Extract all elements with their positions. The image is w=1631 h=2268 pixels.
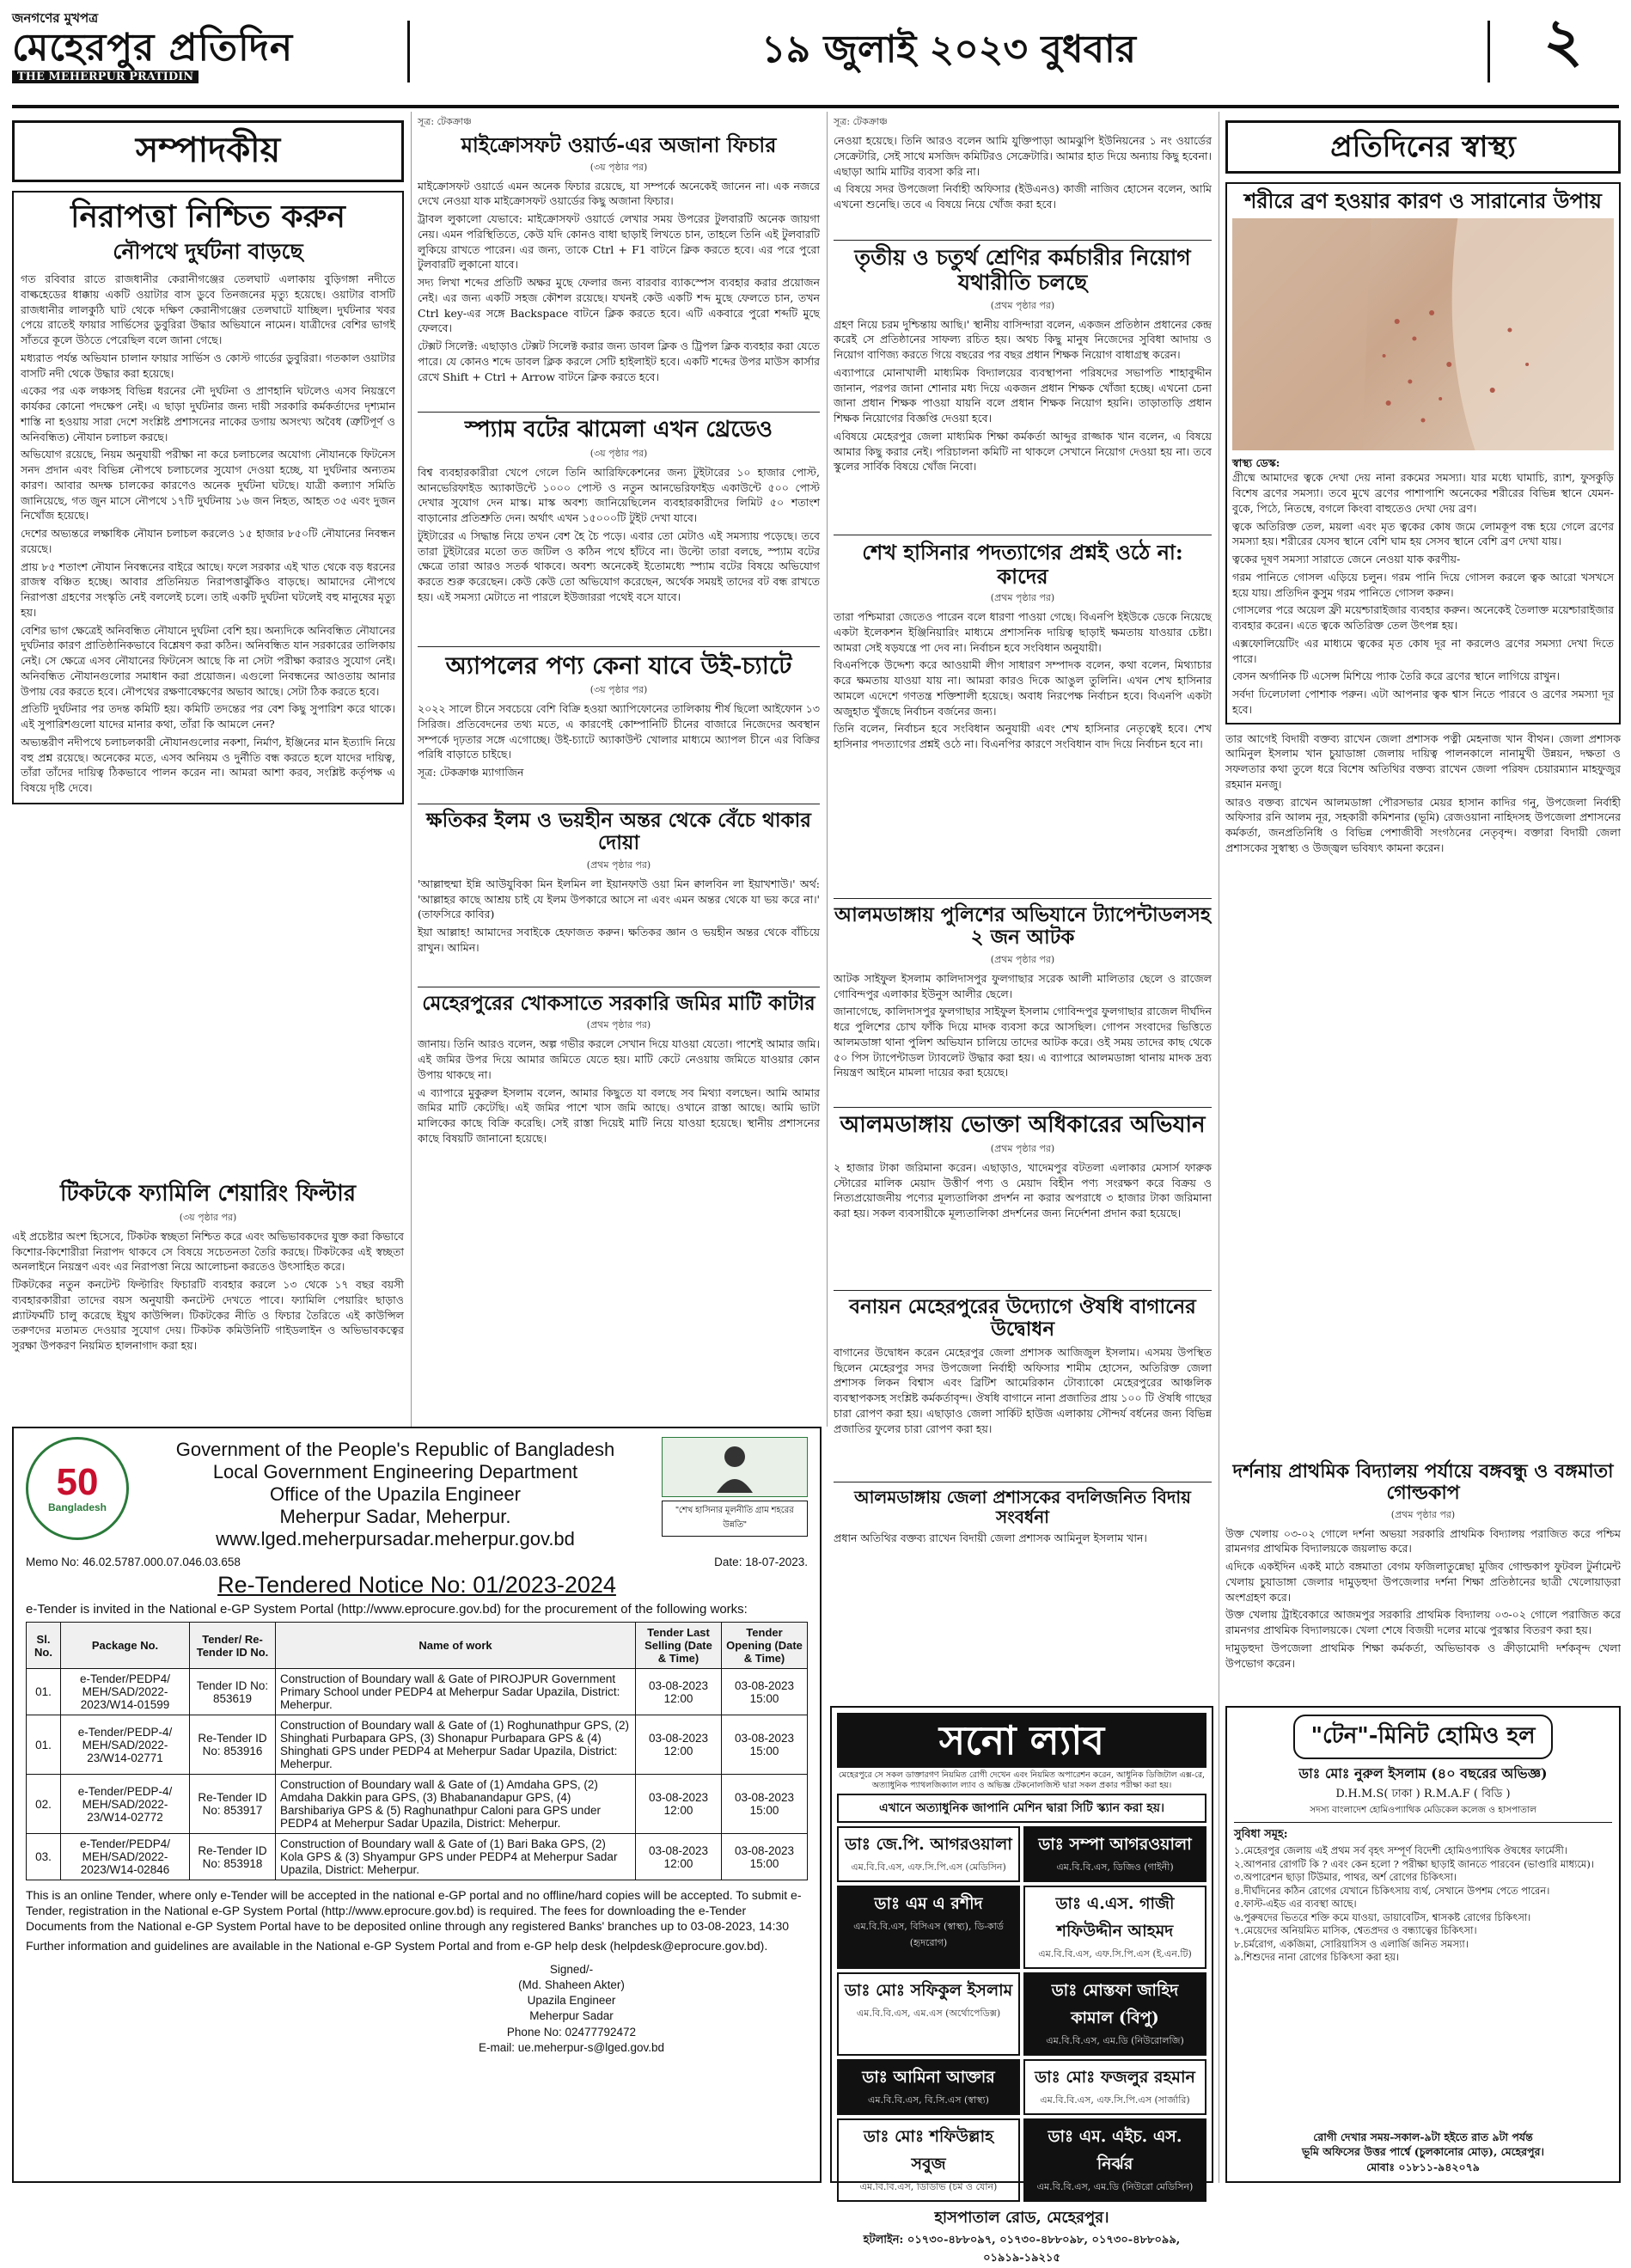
paragraph: এই প্রচেষ্টার অংশ হিসেবে, টিকটক স্বচ্ছতা নিশ্চিত করে এবং অভিভাবকদের যুক্ত করা কিভাবে কিশোর-কিশোরীরা নিরাপদ থাকবে সে বিষয়ে সচেতনতা তৈরি করছে। টিকটকের এই স্বচ্ছতা অনলাইনে নিয়ন্ত্রণ এবং এর নিরাপত্তা নিয়ে আলোচনা করতেও উৎসাহিত করে। bbox=[12, 1229, 404, 1274]
th-id: Tender/ Re-Tender ID No. bbox=[190, 1623, 276, 1669]
farewell-article bbox=[834, 1488, 1212, 1548]
football-headline: দর্শনায় প্রাথমিক বিদ্যালয় পর্যায়ে বঙ্গবন্ধু ও বঙ্গমাতা গোল্ডকাপ bbox=[1232, 1460, 1614, 1505]
doctor-card bbox=[837, 1886, 1020, 1969]
list-item: ৪.দীর্ঘদিনের কঠিন রোগের যেখানে চিকিৎসায় ব্যর্থ, সেখানে উপশম পেতে পারেন। bbox=[1234, 1884, 1550, 1897]
paragraph: ইয়া আল্লাহ! আমাদের সবাইকে হেফাজত করুন। ক্ষতিকর জ্ঞান ও ভয়হীন অন্তর থেকে বাঁচিয়ে রাখুন। আমিন। bbox=[418, 926, 820, 954]
doctor-degree: এম.বি.বি.এস, এফ.সি.পি.এস (সার্জারি) bbox=[1040, 2094, 1190, 2106]
police-body bbox=[834, 971, 1212, 1080]
consumer-headline: আলমডাঙ্গায় ভোক্তা অধিকারের অভিযান bbox=[840, 1112, 1206, 1138]
paragraph: তার আগেই বিদায়ী বক্তব্য রাখেন জেলা প্রশাসক পত্নী মেহনাজ খান বীথন। জেলা প্রশাসক আমিনুল ইসলাম খান চুয়াডাঙ্গা জেলায় দায়িত্ব পালনকালে নানামুখী উন্নয়ন, দক্ষতা ও সফলতার কথা তুলে ধরে বিশেষ অতিথির বক্তব্য রাখেন জেলা পরিষদ চেয়ারম্যান মাহফুজুর রহমান মনজু। bbox=[1225, 731, 1621, 791]
police-headline: আলমডাঙ্গায় পুলিশের অভিযানে ট্যাপেন্টাডলসহ ২ জন আটক bbox=[834, 903, 1212, 950]
tender-intro: e-Tender is invited in the National e-GP System Portal (http://www.eprocure.gov.bd) for the procurement of the following works: bbox=[26, 1602, 748, 1617]
microsoft-headline: মাইক্রোসফট ওয়ার্ড-এর অজানা ফিচার bbox=[461, 132, 777, 157]
doctor-card bbox=[837, 2059, 1020, 2115]
bangladesh-50-logo: 50 Bangladesh bbox=[26, 1437, 129, 1540]
doctor-name: ডাঃ সম্পা আগরওয়ালা bbox=[1038, 1834, 1192, 1854]
cell-selling: 03-08-2023 12:00 bbox=[636, 1834, 722, 1880]
doctor-card bbox=[1023, 1972, 1206, 2056]
cell-id: Re-Tender ID No: 853916 bbox=[190, 1715, 276, 1775]
paragraph: ট্রাবল লুকালো যেভাবে: মাইক্রোসফট ওয়ার্ডে লেখার সময় উপরের টুলবারটি অনেক জায়গা নেয়। এমন পরিস্থিতিতে, কেউ যদি কোনও বাধা ছাড়াই লিখতে চান, তাহলে তিনি এই টুলবারটি লুকিয়ে রাখতে পারেন। এর জন্য, তাকে Ctrl + F1 বাটনে ক্লিক করতে হবে। এর পরে পুরো টুলবারটি লুকানো যাবে। bbox=[418, 212, 820, 272]
paragraph: টিকটকের নতুন কনটেন্ট ফিল্টারিং ফিচারটি ব্যবহার করলে ১৩ থেকে ১৭ বছর বয়সী ব্যবহারকারীরা তাদের বয়স অনুযায়ী কনটেন্ট দেখতে পাবে। ফ্যামিলি পেয়ারিং ছাড়াও প্ল্যাটফর্মটি চালু করেছে ইয়ুথ কাউন্সিল। টিকটকের নীতি ও ফিচার তৈরিতে এই কাউন্সিল তরুণদের মতামত দেওয়ার সুযোগ দেয়। টিকটক কমিউনিটি গাইডলাইন ও অভিভাবকত্বের সুরক্ষা উপকরণ নিয়মিত হালনাগাদ করা হয়। bbox=[12, 1278, 404, 1353]
divider bbox=[834, 240, 1212, 241]
tender-title: Re-Tendered Notice No: 01/2023-2024 bbox=[217, 1572, 616, 1598]
farewell-continued bbox=[1225, 731, 1621, 856]
cell-selling: 03-08-2023 12:00 bbox=[636, 1669, 722, 1715]
doctor-card bbox=[837, 2118, 1020, 2202]
paragraph: এক্সফোলিয়েটিং এর মাধ্যমে ত্বকের মৃত কোষ দূর না করলেও ব্রণের সমস্যা দেখা দিতে পারে। bbox=[1232, 636, 1614, 665]
paragraph: বেসন অর্গানিক টি এসেন্স মিশিয়ে প্যাক তৈরি করে ব্রণের স্থানে লাগিয়ে রাখুন। bbox=[1232, 669, 1561, 683]
doctor-name: ডাঃ মোস্তফা জাহিদ কামাল (বিপু) bbox=[1051, 1980, 1179, 2027]
cell-selling: 03-08-2023 12:00 bbox=[636, 1715, 722, 1775]
cell-opening: 03-08-2023 15:00 bbox=[722, 1669, 808, 1715]
homeo-address: ভূমি অফিসের উত্তর পার্শ্বে (চুলকানোর মোড়), মেহেরপুর। bbox=[1302, 2145, 1544, 2158]
cell-id: Re-Tender ID No: 853917 bbox=[190, 1775, 276, 1834]
skin-photo-graphic bbox=[1232, 218, 1614, 450]
paragraph: মাইক্রোসফট ওয়ার্ডে এমন অনেক ফিচার রয়েছে, যা সম্পর্কে অনেকেই জানেন না। এক নজরে দেখে নেওয়া যাক মাইক্রোসফট ওয়ার্ডের কিছু অজানা ফিচার। bbox=[418, 179, 820, 208]
paragraph: ২০২২ সালে চীনে সবচেয়ে বেশি বিক্রি হওয়া অ্যাপিফোনের তালিকায় শীর্ষ ছিলো আইফোন ১৩ সিরিজ। প্রতিবেদনের তথ্য মতে, এ কারণেই কোম্পানিটি চীনের বাজারে নিজেদের অবস্থান সম্পর্কে দৃঢ়তার সঙ্গে এগোচ্ছে। উই-চ্যাটে অ্যাকাউন্ট খোলার মাধ্যমে অ্যাপল চীনে এর বিক্রির পরিধি বাড়াতে চাইছে। bbox=[418, 702, 820, 761]
homeo-features-title: সুবিধা সমূহ: bbox=[1234, 1828, 1288, 1841]
farewell-headline: আলমডাঙ্গায় জেলা প্রশাসকের বদলিজনিত বিদায় সংবর্ধনা bbox=[854, 1487, 1191, 1527]
paragraph: বেশির ভাগ ক্ষেত্রেই অনিবন্ধিত নৌযানে দুর্ঘটনা বেশি হয়। অন্যদিকে অনিবন্ধিত নৌযানের দুর্ঘটনার কারণ প্রাতিষ্ঠানিকভাবে বিশ্লেষণ করা কঠিন। অনিবন্ধিত যান সরকারের তালিকায় নেই। সে ক্ষেত্রে এসব নৌযানের ফিটনেস আছে কি না সেটা পরীক্ষা করারও সুযোগ নেই। অনিবন্ধিত নৌযানগুলোর সমাধান করা প্রয়োজন। এগুলো নিবন্ধনের আওতায় আনার উপায় বের করতে হবে। নৌপথের রক্ষণাবেক্ষণের অভাব আছে। সেটা ঠিক করতে হবে। bbox=[21, 623, 395, 698]
hasina-headline: শেখ হাসিনার পদত্যাগের প্রশ্নই ওঠে না: কাদের bbox=[862, 540, 1183, 589]
table-row bbox=[27, 1775, 808, 1834]
list-item: ৩.অপারেশন ছাড়া টিউমার, পাথর, অর্শ রোগের চিকিৎসা। bbox=[1234, 1871, 1457, 1884]
health-column bbox=[1225, 120, 1621, 1457]
homeo-title-wrap bbox=[1234, 1715, 1612, 1759]
mujib-portrait-icon bbox=[662, 1437, 808, 1497]
homeo-degree: D.H.M.S( ঢাকা ) R.M.A.F ( বিডি ) bbox=[1335, 1788, 1511, 1800]
doctor-card bbox=[837, 1972, 1020, 2056]
editorial-body bbox=[21, 272, 395, 796]
tender-notice bbox=[12, 1427, 822, 2183]
sono-lab-ad bbox=[830, 1706, 1213, 2265]
paragraph: ত্বকের দূষণ সমস্যা সারাতে জেনে নেওয়া যাক করণীয়- bbox=[1232, 553, 1461, 566]
paragraph: 'আল্লাহুম্মা ইন্নি আউযুবিকা মিন ইলমিন লা ইয়ানফাউ ওয়া মিন ক্বালবিন লা ইয়াখশাউ।' অর্থ: 'আল্লাহর কাছে আশ্রয় চাই যে ইলম উপকারে আসে না এবং এমন অন্তর থেকে যা ভয় করে না।' (তাফসিরে কাবির) bbox=[418, 877, 820, 921]
masthead-date: ১৯ জুলাই ২০২৩ বুধবার bbox=[761, 27, 1136, 71]
paragraph: দামুড়হুদা উপজেলা প্রাথমিক শিক্ষা কর্মকর্তা, অভিভাবক ও ক্রীড়ামোদী দর্শকবৃন্দ খেলা উপভোগ করেন। bbox=[1225, 1641, 1621, 1670]
cell-package: e-Tender/PEDP4/ MEH/SAD/2022-2023/W14-02846 bbox=[61, 1834, 190, 1880]
spam-cont-note: (৩য় পৃষ্ঠার পর) bbox=[589, 447, 648, 459]
tiktok-article bbox=[12, 1182, 404, 1418]
doctor-name: ডাঃ এম এ রশীদ bbox=[874, 1893, 983, 1913]
tender-org-line1: Government of the People's Republic of Bangladesh bbox=[175, 1439, 615, 1460]
doctor-degree: এম.বি.বি.এস, ডিডিভি (চর্ম ও যৌন) bbox=[859, 2180, 998, 2192]
paragraph: একের পর এক লঞ্চসহ বিভিন্ন ধরনের নৌ দুর্ঘটনা ও প্রাণহানি ঘটলেও এসব নিয়ন্ত্রণে কার্যকর কোনো পদক্ষেপ নেই। এ ছাড়া দুর্ঘটনার জন্য দায়ী সরকারি কর্মকর্তাদের দৃশ্যমান শাস্তি না হওয়ায় সারা দেশে সংশ্লিষ্ট প্রশাসনের নাকের ডগায় অসংখ্য অবৈধ (ত্রুটিপূর্ণ ও অনিবন্ধিত) নৌযান চলাচল করছে। bbox=[21, 384, 395, 443]
paragraph: ২ হাজার টাকা জরিমানা করেন। এছাড়াও, খাদেমপুর বটতলা এলাকার মেসার্স ফারুক স্টোরের মালিক মেয়াদ উত্তীর্ণ পণ্য ও মেয়াদ বিহীন পণ্য সংরক্ষণ করে বিক্রয় ও নিত্যপ্রয়োজনীয় পণ্যের মূল্যতালিকা প্রদর্শন না করার অপরাধে ৩ হাজার টাকা জরিমানা করা হয়। সকল ব্যবসায়ীকে মূল্যতালিকা প্রদর্শনের জন্য নির্দেশনা প্রদান করা হয়েছে। bbox=[834, 1160, 1212, 1220]
th-package: Package No. bbox=[61, 1623, 190, 1669]
microsoft-source: সূত্র: টেকক্রাঞ্চ bbox=[418, 116, 472, 127]
tender-table bbox=[26, 1622, 808, 1880]
recruitment-article bbox=[834, 246, 1212, 529]
apple-article bbox=[418, 652, 820, 798]
paragraph: সূত্র: টেকক্রাঞ্চ ম্যাগাজিন bbox=[418, 766, 524, 779]
tender-footer-2: Further information and guidelines are available in the National e-GP System Portal and from e-GP help desk (helpdesk@eprocure.gov.bd). bbox=[26, 1938, 768, 1953]
tender-memo: Memo No: 46.02.5787.000.07.046.03.658 bbox=[26, 1556, 241, 1568]
hasina-cont-note: (প্রথম পৃষ্ঠার পর) bbox=[990, 592, 1055, 604]
cell-opening: 03-08-2023 15:00 bbox=[722, 1834, 808, 1880]
recruitment-headline: তৃতীয় ও চতুর্থ শ্রেণির কর্মচারীর নিয়োগ যথারীতি চলছে bbox=[854, 245, 1191, 295]
cell-sl: 02. bbox=[27, 1775, 61, 1834]
sono-lab-intro: মেহেরপুরে সে সকল ডাক্তারগণ নিয়মিত রোগী দেখেন এবং নিয়মিত অপারেশন করেন, আধুনিক ডিজিটাল এক্স-রে, অত্যাধুনিক প্যাথলজিক্যাল ল্যাব ও অভিজ্ঞ টেকনোলজিস্ট দ্বারা সকল প্রকার পরীক্ষা করা হয়। bbox=[838, 1770, 1206, 1790]
masthead-tagline: জনগণের মুখপত্র bbox=[12, 10, 99, 26]
doctor-name: ডাঃ মোঃ শফিউল্লাহ সবুজ bbox=[863, 2126, 994, 2173]
dua-article bbox=[418, 810, 820, 981]
dua-cont-note: (প্রথম পৃষ্ঠার পর) bbox=[586, 859, 651, 871]
paragraph: প্রায় ৮৫ শতাংশ নৌযান নিবন্ধনের বাইরে আছে। ফলে সরকার এই খাত থেকে বড় ধরনের রাজস্ব বঞ্চিত হচ্ছে। আবার প্রতিনিয়ত নিরাপত্তাঝুঁকিও বাড়ছে। আমাদের নৌপথে নিরাপত্তা গ্রহণের সংস্কৃতি নেই বললেই চলে। তাই একটি দুর্ঘটনা ঘটলেই বহু মানুষের মৃত্যু হয়। bbox=[21, 559, 395, 619]
microsoft-body bbox=[418, 179, 820, 385]
doctor-card bbox=[1023, 2059, 1206, 2115]
intro-body bbox=[834, 133, 1212, 212]
list-item: ১.মেহেরপুর জেলায় এই প্রথম সর্ব বৃহৎ সম্পূর্ণ বিদেশী হোমিওপ্যাথিক ঔষধের ফার্মেসী। bbox=[1234, 1844, 1567, 1856]
homeo-phone: মোবাঃ ০১৮১১-৯৪২০৭৯ bbox=[1366, 2160, 1480, 2173]
paragraph: গ্রীষ্মে আমাদের ত্বকে দেখা দেয় নানা রকমের সমস্যা। যার মধ্যে ঘামাচি, র‍্যাশ, ফুসকুড়ি বিশেষ ব্রণের সমস্যা। তবে মুখে ব্রণের পাশাপাশি অনেকের শরীরের বিভিন্ন স্থানে যেমন- বুকে, পিঠে, নিতম্বে, বগলে কিংবা বাহুতেও দেখা দেয় ব্রণ। bbox=[1232, 471, 1614, 515]
doctor-degree: এম.বি.বি.এস, এফ.সি.পি.এস (ই.এন.টি) bbox=[1038, 1947, 1192, 1959]
divider bbox=[418, 412, 820, 413]
divider bbox=[834, 898, 1212, 899]
divider bbox=[834, 1290, 1212, 1291]
paragraph: উক্ত খেলায় ০৩-০২ গোলে দর্শনা অভয়া সরকারি প্রাথমিক বিদ্যালয় পরাজিত করে পশ্চিম রামনগর প্রাথমিক বিদ্যালয়কে জয়লাভ করে। bbox=[1225, 1526, 1621, 1556]
tender-footer-1: This is an online Tender, where only e-Tender will be accepted in the national e-GP portal and no offline/hard copies will be accepted. To submit e-Tender, registration in the National e-GP System Portal (http://www.eprocure.gov.bd) is required. The fees for downloading the e-Tender Documents from the National e-GP System Portal have to be deposited online through any registered Banks' branches up to 03-08-2023, 14:30 bbox=[26, 1888, 802, 1934]
editorial-subheadline: নৌপথে দুর্ঘটনা বাড়ছে bbox=[113, 239, 303, 265]
tender-signature: Signed/- (Md. Shaheen Akter) Upazila Engineer Meherpur Sadar Phone No: 02477792472 E-mail: ue.meherpur-s@lged.gov.bd bbox=[478, 1962, 665, 2054]
column-divider bbox=[827, 112, 828, 1427]
paragraph: আটক সাইফুল ইসলাম কালিদাসপুর ফুলগাছার সরেক আলী মালিতার ছেলে ও রাজেল গোবিন্দপুর এলাকার ইউনুস আলীর ছেলে। bbox=[834, 971, 1212, 1000]
homeo-features bbox=[1234, 1844, 1612, 1965]
cell-package: e-Tender/PEDP4/ MEH/SAD/2022-2023/W14-01599 bbox=[61, 1669, 190, 1715]
police-cont-note: (প্রথম পৃষ্ঠার পর) bbox=[990, 953, 1055, 965]
cell-work: Construction of Boundary wall & Gate of (1) Roghunathpur GPS, (2) Shinghati Purbapara GPS, (3) Shonapur Purbapara GPS & (4) Shinghati GPS under PEDP4 at Meherpur Sadar Upazila, District: Meherpur. bbox=[276, 1715, 636, 1775]
paragraph: জানায়। তিনি আরও বলেন, অল্প গভীর করলে সেখান দিয়ে যাওয়া যেতো। পাশেই আমার জমি। এই জমির উপর দিয়ে আমার জমিতে যেতে হয়। মাটি কেটে নেওয়ায় জমিতে যাওয়ার কোন উপায় থাকছে না। bbox=[418, 1037, 820, 1081]
tender-org-line4: Meherpur Sadar, Meherpur. bbox=[279, 1506, 511, 1527]
garden-article bbox=[834, 1296, 1212, 1476]
paragraph: বাগানের উদ্বোধন করেন মেহেরপুর জেলা প্রশাসক আজিজুল ইসলাম। এসময় উপস্থিত ছিলেন মেহেরপুর সদর উপজেলা নির্বাহী অফিসার শামীম হোসেন, অতিরিক্ত জেলা প্রশাসক লিকন বিশ্বাস এবং ব্রিটিশ আমেরিকান টোব্যাকো মেহেরপুরের আঞ্চলিক ব্যবস্থাপকসহ সংশ্লিষ্ট কর্মকর্তাবৃন্দ। ঔষধি বাগানে নানা প্রজাতির প্রায় ১০০ টি ঔষধি গাছের চারা রোপণ করা হয়। এছাড়াও জেলা সার্কিট হাউজ এলাকায় সৌন্দর্য বর্ধনের জন্য বিভিন্ন প্রজাতির ফুলের চারা রোপণ করা হয়। bbox=[834, 1345, 1212, 1435]
dua-body bbox=[418, 877, 820, 956]
tender-table-body bbox=[27, 1669, 808, 1880]
masthead-title: মেহেরপুর প্রতিদিন THE MEHERPUR PRATIDIN bbox=[12, 26, 294, 83]
sono-lab-banner: এখানে অত্যাধুনিক জাপানি মেশিন দ্বারা সিটি স্ক্যান করা হয়। bbox=[837, 1794, 1206, 1823]
soil-article bbox=[418, 993, 820, 1345]
paragraph: দেশের অভ্যন্তরে লক্ষাধিক নৌযান চলাচল করলেও ১৫ হাজার ৮৫০টি নৌযানের নিবন্ধন রয়েছে। bbox=[21, 527, 395, 555]
sono-lab-address: হাসপাতাল রোড, মেহেরপুর। bbox=[934, 2208, 1109, 2227]
list-item: ৯.শিশুদের নানা রোগের চিকিৎসা করা হয়। bbox=[1234, 1951, 1400, 1964]
tender-memo-row bbox=[26, 1556, 808, 1568]
editorial-column bbox=[12, 120, 404, 1173]
health-lead-label: স্বাস্থ্য ডেস্ক: bbox=[1232, 455, 1280, 469]
table-row bbox=[27, 1669, 808, 1715]
paragraph: এবিষয়ে মেহেরপুর জেলা মাধ্যমিক শিক্ষা কর্মকর্তা আব্দুর রাজ্জাক খান বলেন, এ বিষয়ে আমার কিছু করার নেই। পরিচালনা কমিটি না থাকলে সেখানে নিয়োগ দেওয়া হয় না। তবে স্কুলের সার্বিক বিষয়ে খোঁজ নিবো। bbox=[834, 429, 1212, 474]
tender-org-line3: Office of the Upazila Engineer bbox=[270, 1483, 521, 1505]
doctor-name: ডাঃ আমিনা আক্তার bbox=[862, 2067, 995, 2087]
doctor-card bbox=[837, 1826, 1020, 1882]
paragraph: এদিকে একইদিন একই মাঠে বঙ্গমাতা বেগম ফজিলাতুন্নেছা মুজিব গোল্ডকাপ ফুটবল টুর্নামেন্ট খেলায় চুয়াডাঙ্গা জেলার দামুড়হুদা উপজেলার দর্শনা শিক্ষা প্রতিষ্ঠানের ছাত্রী খেলোয়াড়রা অংশগ্রহণ করে। bbox=[1225, 1560, 1621, 1604]
column-divider bbox=[411, 112, 412, 1427]
apple-body bbox=[418, 701, 820, 780]
paragraph: নেওয়া হয়েছে। তিনি আরও বলেন আমি যুক্তিপাড়া আমঝুপি ইউনিয়নের ১ নং ওয়ার্ডের সেক্রেটারি, সেই সাথে মসজিদ কমিটিরও সেক্রেটারি। আমার হাত দিয়ে অন্যায় কিছু হবেনা। এছাড়া আমি মাটির ব্যবসা করি না। bbox=[834, 134, 1212, 178]
recruitment-body bbox=[834, 317, 1212, 475]
paragraph: টেক্সট সিলেক্ট: এছাড়াও টেক্সট সিলেক্ট করার জন্য ডাবল ক্লিক ও ট্রিপল ক্লিক ব্যবহার করা যেতে পারে। যে কোনও শব্দে ডাবল ক্লিক করলে সেটি হাইলাইট হবে। একটি শব্দের উপর মাউস কার্সার রেখে Shift + Ctrl + Arrow বাটনে ক্লিক করতে হবে। bbox=[418, 339, 820, 383]
doctor-name: ডাঃ মোঃ ফজলুর রহমান bbox=[1035, 2067, 1195, 2087]
doctor-degree: এম.বি.বি.এস, এম.ডি (নিউরো মেডিসিন) bbox=[1036, 2180, 1194, 2192]
homeo-hours: রোগী দেখার সময়-সকাল-৯টা হইতে রাত ৯টা পর্যন্ত bbox=[1313, 2130, 1533, 2143]
paragraph: আরও বক্তব্য রাখেন আলমডাঙ্গা পৌরসভার মেয়র হাসান কাদির গনু, উপজেলা নির্বাহী অফিসার রনি আলম নূর, সহকারী কমিশনার (ভূমি) রেজওয়ানা নাহিদসহ উপজেলা প্রশাসনের কর্মকর্তা, জনপ্রতিনিধি ও বিভিন্ন পেশাজীবী সংগঠনের নেতৃবৃন্দ। বক্তারা বিদায়ী জেলা প্রশাসকের সুস্বাস্থ্য ও উজ্জ্বল ভবিষ্যৎ কামনা করেন। bbox=[1225, 795, 1621, 854]
paragraph: সর্বদা ঢিলেঢালা পোশাক পরুন। এটা আপনার ত্বক শ্বাস নিতে পারবে ও ব্রণের সমস্যা দূর হবে। bbox=[1232, 688, 1614, 716]
cell-sl: 03. bbox=[27, 1834, 61, 1880]
masthead bbox=[12, 4, 1619, 110]
spam-headline: স্প্যাম বটের ঝামেলা এখন থ্রেডেও bbox=[464, 417, 773, 443]
tender-org bbox=[129, 1437, 662, 1550]
consumer-cont-note: (প্রথম পৃষ্ঠার পর) bbox=[990, 1142, 1055, 1154]
doctor-card bbox=[1023, 2118, 1206, 2202]
tender-org-line2: Local Government Engineering Department bbox=[212, 1461, 578, 1482]
tender-date: Date: 18-07-2023. bbox=[714, 1556, 808, 1568]
doctor-degree: এম.বি.বি.এস, এম.এস (অর্থোপেডিক্স) bbox=[856, 2007, 1001, 2019]
table-row bbox=[27, 1834, 808, 1880]
paragraph: এ ব্যাপারে মুকুরুল ইসলাম বলেন, আমার কিছুতে যা বলছে সব মিথ্যা বলছেন। আমি আমার জমির মাটি কেটেছি। এই জমির পাশে খাস জমি আছে। ওখানে রাস্তা আছে। আমি ভাটা মালিকের কাছে বিক্রি করেছি। সেই রাস্তা দিয়েই মাটি নিয়ে যাওয়া হয়েছে। স্থানীয় প্রশাসনের কাছে বিষয়টি জানানো হয়েছে। bbox=[418, 1085, 820, 1145]
cell-package: e-Tender/PEDP-4/ MEH/SAD/2022-23/W14-02772 bbox=[61, 1775, 190, 1834]
mujib-badge-text: "শেখ হাসিনার মূলনীতি গ্রাম শহরের উন্নতি" bbox=[662, 1501, 808, 1537]
health-headline: শরীরে ব্রণ হওয়ার কারণ ও সারানোর উপায় bbox=[1244, 188, 1602, 213]
paragraph: বিশ্ব ব্যবহারকারীরা খেপে গেলে তিনি আরিফিকেশনের জন্য টুইটারের ১০ হাজার পোস্ট, আনভেরিফাইড অ্যাকাউন্টে ১০০০ পোস্ট ও নতুন আনভেরিফাইড একাউন্টে ৫০০ পোস্ট দেখার সুযোগ দেন মাস্ক। মাস্ক অবশ্য জানিয়েছিলেন ব্যবহারকারীদের লিমিট ৫০ শতাংশ বাড়ানোর প্রতিশ্রুতি দেন। অর্থাৎ এখন ১৫০০০টি টুইট দেখা যাবে। bbox=[418, 465, 820, 525]
paragraph: মধ্যরাত পর্যন্ত অভিযান চালান ফায়ার সার্ভিস ও কোস্ট গার্ডের ডুবুরিরা। গতকাল ওয়াটার বাসটি নদী থেকে উদ্ধার করা হয়েছে। bbox=[21, 351, 395, 380]
th-sl: Sl. No. bbox=[27, 1623, 61, 1669]
paragraph: গোসলের পরে অয়েল ফ্রী ময়েশ্চারাইজার ব্যবহার করুন। অনেকেই তৈলাক্ত ময়েশ্চারাইজার ব্যবহার করেন। এতে ত্বকে অতিরিক্ত তেল উৎপন্ন হয়। bbox=[1232, 603, 1614, 633]
garden-headline: বনায়ন মেহেরপুরের উদ্যোগে ঔষধি বাগানের উদ্বোধন bbox=[849, 1295, 1196, 1342]
portrait-graphic bbox=[713, 1441, 756, 1493]
doctor-degree: এম.বি.বি.এস, বিসিএস (স্বাস্থ্য), ডি-কার্ড (হৃদরোগ) bbox=[853, 1920, 1004, 1948]
paragraph: জানাগেছে, কালিদাসপুর ফুলগাছার সাইফুল ইসলাম গোবিন্দপুর ফুলগাছার রাজেল দীর্ঘদিন ধরে পুলিশের চোখ ফাঁকি দিয়ে মাদক ব্যবসা করে আসছিল। গোপন সংবাদের ভিত্তিতে আলমডাঙ্গা থানা পুলিশ অভিযান চালিয়ে তাদের আটক করে। ওই সময় তাদের কাছ থেকে ৫০ পিস ট্যাপেন্টাডল ট্যাবলেট উদ্ধার করা হয়। এ ব্যাপারে আলমডাঙ্গা থানায় মাদক দ্রব্য নিয়ন্ত্রণ আইনে মামলা দায়ের করা হয়েছে। bbox=[834, 1005, 1212, 1079]
cell-opening: 03-08-2023 15:00 bbox=[722, 1715, 808, 1775]
editorial-headline: নিরাপত্তা নিশ্চিত করুন bbox=[70, 199, 345, 235]
doctor-name: ডাঃ এম. এইচ. এস. নির্ঝর bbox=[1048, 2126, 1182, 2173]
skin-photo bbox=[1232, 218, 1614, 450]
cell-id: Re-Tender ID No: 853918 bbox=[190, 1834, 276, 1880]
divider bbox=[834, 1107, 1212, 1108]
doctor-name: ডাঃ এ.এস. গাজী শফিউদ্দীন আহমদ bbox=[1055, 1893, 1175, 1941]
spam-article bbox=[418, 418, 820, 641]
masthead-date-box bbox=[407, 21, 1490, 83]
paragraph: এব্যাপারে মোনাখালী মাধ্যমিক বিদ্যালয়ের ব্যবস্থাপনা পরিষদের সভাপতি শাহাবুদ্দীন জানান, পরপর জানা শোনার মধ্য দিয়ে একজন প্রধান শিক্ষক খোঁজা হচ্ছে। এখনো চেনা জানা প্রধান শিক্ষক পাওয়া যায়নি বলে প্রধান শিক্ষক নিয়োগ হয়নি। তাড়াতাড়ি প্রধান শিক্ষক নিয়োগের বিজ্ঞপ্তি দেওয়া হবে। bbox=[834, 365, 1212, 425]
health-box bbox=[1225, 182, 1621, 724]
editorial-banner: সম্পাদকীয় bbox=[12, 120, 404, 182]
masthead-rule bbox=[12, 105, 1619, 108]
sono-lab-hotline: হটলাইন: ০১৭৩০-৪৮৮০৯৭, ০১৭৩০-৪৮৮০৯৮, ০১৭৩০-৪৮৮০৯৯, ০১৯১৯-১৯২১৫ bbox=[863, 2233, 1181, 2265]
homeo-doctor: ডাঃ মোঃ নুরুল ইসলাম (৪০ বছরের অভিজ্ঞ) bbox=[1298, 1765, 1548, 1782]
th-work: Name of work bbox=[276, 1623, 636, 1669]
cell-package: e-Tender/PEDP-4/ MEH/SAD/2022-23/W14-02771 bbox=[61, 1715, 190, 1775]
paragraph: গরম পানিতে গোসল এড়িয়ে চলুন। গরম পানি দিয়ে গোসল করলে ত্বক আরো খসখসে হয়ে যায়। প্রতিদিন কুসুম গরম পানিতে গোসল করুন। bbox=[1232, 570, 1614, 599]
doctor-card bbox=[1023, 1826, 1206, 1882]
paragraph: সদ্য লিখা শব্দের প্রতিটি অক্ষর মুছে ফেলার জন্য বারবার ব্যাকস্পেস ব্যবহার করার প্রয়োজন নেই। এর জন্য একটি সহজ কৌশল রয়েছে। যখনই কেউ একটি শব্দ মুছে ফেলতে চান, তখন Ctrl key-এর সঙ্গে Backspace বাটনে ক্লিক করতে হবে। এটি একবারে পুরো শব্দটি মুছে ফেলবে। bbox=[418, 276, 820, 335]
paragraph: প্রধান অতিথির বক্তব্য রাখেন বিদায়ী জেলা প্রশাসক আমিনুল ইসলাম খান। bbox=[834, 1531, 1147, 1544]
police-article bbox=[834, 904, 1212, 1102]
homeo-ad bbox=[1225, 1706, 1621, 2183]
homeo-member: সদস্য বাংলাদেশ হোমিওপ্যাথিক মেডিকেল কলেজ ও হাসপাতাল bbox=[1234, 1804, 1612, 1823]
consumer-body bbox=[834, 1160, 1212, 1221]
paragraph: উক্ত খেলায় ট্রাইবেকারে আজমপুর সরকারি প্রাথমিক বিদ্যালয় ০৩-০২ গোলে পরাজিত করে রামনগর প্রাথমিক বিদ্যালয়কে। খেলা শেষে বিজয়ী দলের মাঝে পুরস্কার বিতরণ করা হয়। bbox=[1225, 1608, 1621, 1637]
intro-article bbox=[834, 114, 1212, 235]
doctor-degree: এম.বি.বি.এস, বি.সি.এস (স্বাস্থ্য) bbox=[868, 2094, 989, 2106]
recruitment-cont-note: (প্রথম পৃষ্ঠার পর) bbox=[990, 299, 1055, 311]
sono-lab-doctors bbox=[837, 1826, 1206, 2202]
health-body bbox=[1232, 470, 1614, 717]
spam-body bbox=[418, 465, 820, 605]
paragraph: গত রবিবার রাতে রাজধানীর কেরানীগঞ্জের তেলঘাট এলাকায় বুড়িগঙ্গা নদীতে বাল্কহেডের ধাক্কায় একটি ওয়াটার বাস ডুবে তিনজনের মৃত্যু হয়েছে। ওয়াটার বাসটি রাজধানীর লালকুঠি ঘাট থেকে দক্ষিণ কেরানীগঞ্জের তেলঘাটে যাচ্ছিল। দুর্ঘটনার খবর পেয়ে রাতেই ফায়ার সার্ভিসের ডুবুরিরা উদ্ধার অভিযানে নামেন। যাত্রীদের বেশির ভাগই সাঁতরে কূলে উঠতে পেরেছিল বলে জানা গেছে। bbox=[21, 272, 395, 347]
doctor-card bbox=[1023, 1886, 1206, 1969]
farewell-body bbox=[834, 1531, 1212, 1546]
paragraph: গ্রহণ নিয়ে চরম দুশ্চিন্তায় আছি।' স্থানীয় বাসিন্দারা বলেন, একজন প্রতিষ্ঠান প্রধানের কেন্দ্র করেই সে প্রতিষ্ঠানের সাফল্য রচিত হয়। অথচ কিছু মানুষ নিজেদের সুবিধা আদায় ও নিয়োগ বাণিজ্য করতে গিয়ে বছরের পর বছর প্রধান শিক্ষক নিয়োগ বাধাগ্রস্থ করেন। bbox=[834, 317, 1212, 361]
tiktok-headline: টিকটকে ফ্যামিলি শেয়ারিং ফিল্টার bbox=[59, 1181, 357, 1207]
mujib-badge bbox=[662, 1437, 808, 1537]
microsoft-article bbox=[418, 114, 820, 407]
apple-headline: অ্যাপলের পণ্য কেনা যাবে উই-চ্যাটে bbox=[445, 651, 792, 680]
list-item: ৫.ফাস্ট-এইড এর ব্যবস্থা আছে। bbox=[1234, 1898, 1357, 1910]
tiktok-cont-note: (৩য় পৃষ্ঠার পর) bbox=[179, 1211, 237, 1223]
hasina-body bbox=[834, 609, 1212, 752]
cell-work: Construction of Boundary wall & Gate of (1) Bari Baka GPS, (2) Kola GPS & (3) Shyampur GPS under PEDP4 at Meherpur Sadar Upazila, District: Meherpur. bbox=[276, 1834, 636, 1880]
paragraph: তারা পশ্চিমারা জেতেও পারেন বলে ধারণা পাওয়া গেছে। বিএনপি ইইউকে ডেকে নিয়েছে একটা ইলেকশন ইঞ্জিনিয়ারিং মাধ্যমে প্রশাসনিক দায়িত্ব ছাড়াই ক্ষমতায় যাওয়ার চেষ্টা। আমরা সেই ষড়যন্ত্রে পা দেব না। নির্বাচন হবে সংবিধান অনুযায়ী। bbox=[834, 610, 1212, 654]
editorial-box bbox=[12, 191, 404, 804]
cell-work: Construction of Boundary wall & Gate of (1) Amdaha GPS, (2) Amdaha Dakkin para GPS, (3) Bhabanandapur GPS, (4) Barshibariya GPS & (5) Raghunathpur Caloni para GPS under PEDP4 at Meherpur Sadar Upazila, District: Meherpur. bbox=[276, 1775, 636, 1834]
th-selling: Tender Last Selling (Date & Time) bbox=[636, 1623, 722, 1669]
sono-lab-title: সনো ল্যাব bbox=[837, 1713, 1206, 1768]
paragraph: তিনি বলেন, নির্বাচন হবে সংবিধান অনুযায়ী এবং শেখ হাসিনার নেতৃত্বেই হবে। শেখ হাসিনার পদত্যাগের প্রশ্নই ওঠে না। বিএনপির কারণে সংবিধান বাদ দিয়ে নির্বাচন হবে না। bbox=[834, 722, 1212, 751]
th-opening: Tender Opening (Date & Time) bbox=[722, 1623, 808, 1669]
tiktok-body bbox=[12, 1229, 404, 1354]
column-two bbox=[418, 112, 820, 1422]
page-number: ২ bbox=[1543, 4, 1583, 76]
cell-opening: 03-08-2023 15:00 bbox=[722, 1775, 808, 1834]
paragraph: এ বিষয়ে সদর উপজেলা নির্বাহী অফিসার (ইউএনও) কাজী নাজিব হোসেন বলেন, আমি এখনো শুনেছি। তবে এ বিষয়ে নিয়ে খোঁজ করা হবে। bbox=[834, 182, 1212, 211]
tender-table-header bbox=[27, 1623, 808, 1669]
doctor-name: ডাঃ জে.পি. আগরওয়ালা bbox=[845, 1834, 1012, 1854]
dua-headline: ক্ষতিকর ইলম ও ভয়হীন অন্তর থেকে বেঁচে থাকার দোয়া bbox=[426, 809, 811, 855]
cell-id: Tender ID No: 853619 bbox=[190, 1669, 276, 1715]
doctor-degree: এম.বি.বি.এস, এফ.সি.পি.এস (মেডিসিন) bbox=[851, 1861, 1006, 1873]
paragraph: টুইটারের এ সিদ্ধান্ত নিয়ে তখন বেশ হৈ চৈ পড়ে। এবার তো মেটাও এই সমস্যায় পড়েছে। তবে তারা টুইটারের মতো তত জটিল ও কঠিন পথে হাঁটবে না। উল্টো তারা বলছে, স্প্যাম বটের ক্ষেত্রে তারা আরও সতর্ক থাকবে। অবশ্য অনেকেই ইতোমধ্যে স্প্যাম বটের বিষয়ে অভিযোগ করতে শুরু করেছেন। কেউ কেউ তো অভিযোগ করেছেন, অর্থেক সময়ই তাদের বট বন্ধ রাখতে হয়। এই সমস্যা মেটাতে না পারলে ইউজাররা পথেই বসে যাবে। bbox=[418, 529, 820, 603]
homeo-title: "টেন"-মিনিট হোমিও হল bbox=[1293, 1715, 1552, 1759]
football-body bbox=[1225, 1526, 1621, 1672]
tender-header bbox=[26, 1437, 808, 1550]
health-banner: প্রতিদিনের স্বাস্থ্য bbox=[1225, 120, 1621, 174]
soil-cont-note: (প্রথম পৃষ্ঠার পর) bbox=[586, 1019, 651, 1031]
list-item: ৭.মেয়েদের অনিয়মিত মাসিক, শ্বেতপ্রদর ও বন্ধ্যাত্বের চিকিৎসা। bbox=[1234, 1924, 1477, 1937]
cell-selling: 03-08-2023 12:00 bbox=[636, 1775, 722, 1834]
garden-body bbox=[834, 1345, 1212, 1437]
list-item: ২.আপনার রোগটি কি ? এবং কেন হলো ? পরীক্ষা ছাড়াই জানতে পারবেন (ভাণ্ডারি মাধ্যমে)। bbox=[1234, 1857, 1594, 1870]
paragraph: ত্বকে অতিরিক্ত তেল, ময়লা এবং মৃত ত্বকের কোষ জমে লোমকূপ বন্ধ হয়ে গেলে ব্রণের সমস্যা হয়। শরীরের যেসব স্থানে বেশি ঘাম হয় সেসব স্থানে বেশি ব্রণ দেখা যায়। bbox=[1232, 519, 1614, 548]
football-cont-note: (প্রথম পৃষ্ঠার পর) bbox=[1390, 1508, 1456, 1520]
paragraph: অভ্যন্তরীণ নদীপথে চলাচলকারী নৌযানগুলোর নকশা, নির্মাণ, ইঞ্জিনের মান ইত্যাদি নিয়ে বহু প্রশ্ন রয়েছে। অনেকের মতে, এসব অনিয়ম ও দুর্নীতি বন্ধ করতে হলে যাদের দায়িত্ব, তাঁরা তাঁদের দায়িত্ব ঠিকভাবে পালন করেন না। আমরা আশা করব, সংশ্লিষ্ট কর্তৃপক্ষ এ বিষয়ে দৃষ্টি দেবে। bbox=[21, 735, 395, 795]
soil-body bbox=[418, 1036, 820, 1146]
soil-headline: মেহেরপুরের খোকসাতে সরকারি জমির মাটি কাটার bbox=[422, 992, 816, 1015]
doctor-name: ডাঃ মোঃ সফিকুল ইসলাম bbox=[844, 1980, 1013, 2000]
hasina-article bbox=[834, 541, 1212, 893]
intro-source: সূত্র: টেকক্রাঞ্চ bbox=[834, 116, 888, 127]
paragraph: বিএনপিকে উদ্দেশ্য করে আওয়ামী লীগ সাধারণ সম্পাদক বলেন, কথা বলেন, মিথ্যাচার করে ক্ষমতায় যাওয়া যায় না। আমরা কারও দিকে আঙুল তুলিনি। এখন শেখ হাসিনার আমলে এদেশে গণতন্ত্র শক্তিশালী হয়েছে। অবাধ নিরপেক্ষ নির্বাচন হবে। বিএনপি একটা অজুহাত খুঁজছে নির্বাচন বর্জনের জন্য। bbox=[834, 658, 1212, 718]
doctor-degree: এম.বি.বি.এস, ডিজিও (গাইনী) bbox=[1056, 1861, 1174, 1873]
apple-cont-note: (৩য় পৃষ্ঠার পর) bbox=[589, 684, 648, 696]
paragraph: অভিযোগ রয়েছে, নিয়ম অনুযায়ী পরীক্ষা না করে চলাচলের অযোগ্য নৌযানকে ফিটনেস সনদ প্রদান এবং বিভিন্ন নৌপথে চলাচলের সুযোগ দেওয়া হচ্ছে, যা দুর্ঘটনার অন্যতম কারণ। আবার অদক্ষ চালকের কারণেও অনেক দুর্ঘটনা ঘটছে। যাত্রী কল্যাণ সমিতি জানিয়েছে, গত জুন মাসে নৌপথে ১৭টি দুর্ঘটনায় ১৬ জন নিহত, আহত ৩৫ এবং দুজন নিখোঁজ হয়েছে। bbox=[21, 448, 395, 523]
list-item: ৬.পুরুষদের ভিতরে শক্তি কমে যাওয়া, ডায়াবেটিস, শ্বাসকষ্ট রোগের চিকিৎসা। bbox=[1234, 1910, 1531, 1923]
list-item: ৮.চর্মরোগ, একজিমা, সোরিয়াসিস ও এলার্জি জনিত সমস্যা। bbox=[1234, 1937, 1469, 1950]
football-article bbox=[1225, 1461, 1621, 1693]
homeo-footer bbox=[1234, 2130, 1612, 2175]
table-row bbox=[27, 1715, 808, 1775]
cell-sl: 01. bbox=[27, 1715, 61, 1775]
microsoft-cont-note: (৩য় পৃষ্ঠার পর) bbox=[589, 161, 648, 173]
masthead-english-name: THE MEHERPUR PRATIDIN bbox=[12, 70, 199, 83]
consumer-article bbox=[834, 1113, 1212, 1285]
divider bbox=[418, 646, 820, 647]
cell-work: Construction of Boundary wall & Gate of PIROJPUR Government Primary School under PEDP4 at Meherpur Sadar Upazila, District: Meherpur. bbox=[276, 1669, 636, 1715]
doctor-degree: এম.বি.বি.এস, এম.ডি (নিউরোলজি) bbox=[1046, 2034, 1184, 2046]
paragraph: প্রতিটি দুর্ঘটনার পর তদন্ত কমিটি হয়। কমিটি তদন্তের পর বেশ কিছু সুপারিশ করে থাকে। এই সুপারিশগুলো যাদের মানার কথা, তাঁরা কি আমলে নেন? bbox=[21, 702, 395, 731]
cell-sl: 01. bbox=[27, 1669, 61, 1715]
tender-website: www.lged.meherpursadar.meherpur.gov.bd bbox=[216, 1528, 575, 1550]
